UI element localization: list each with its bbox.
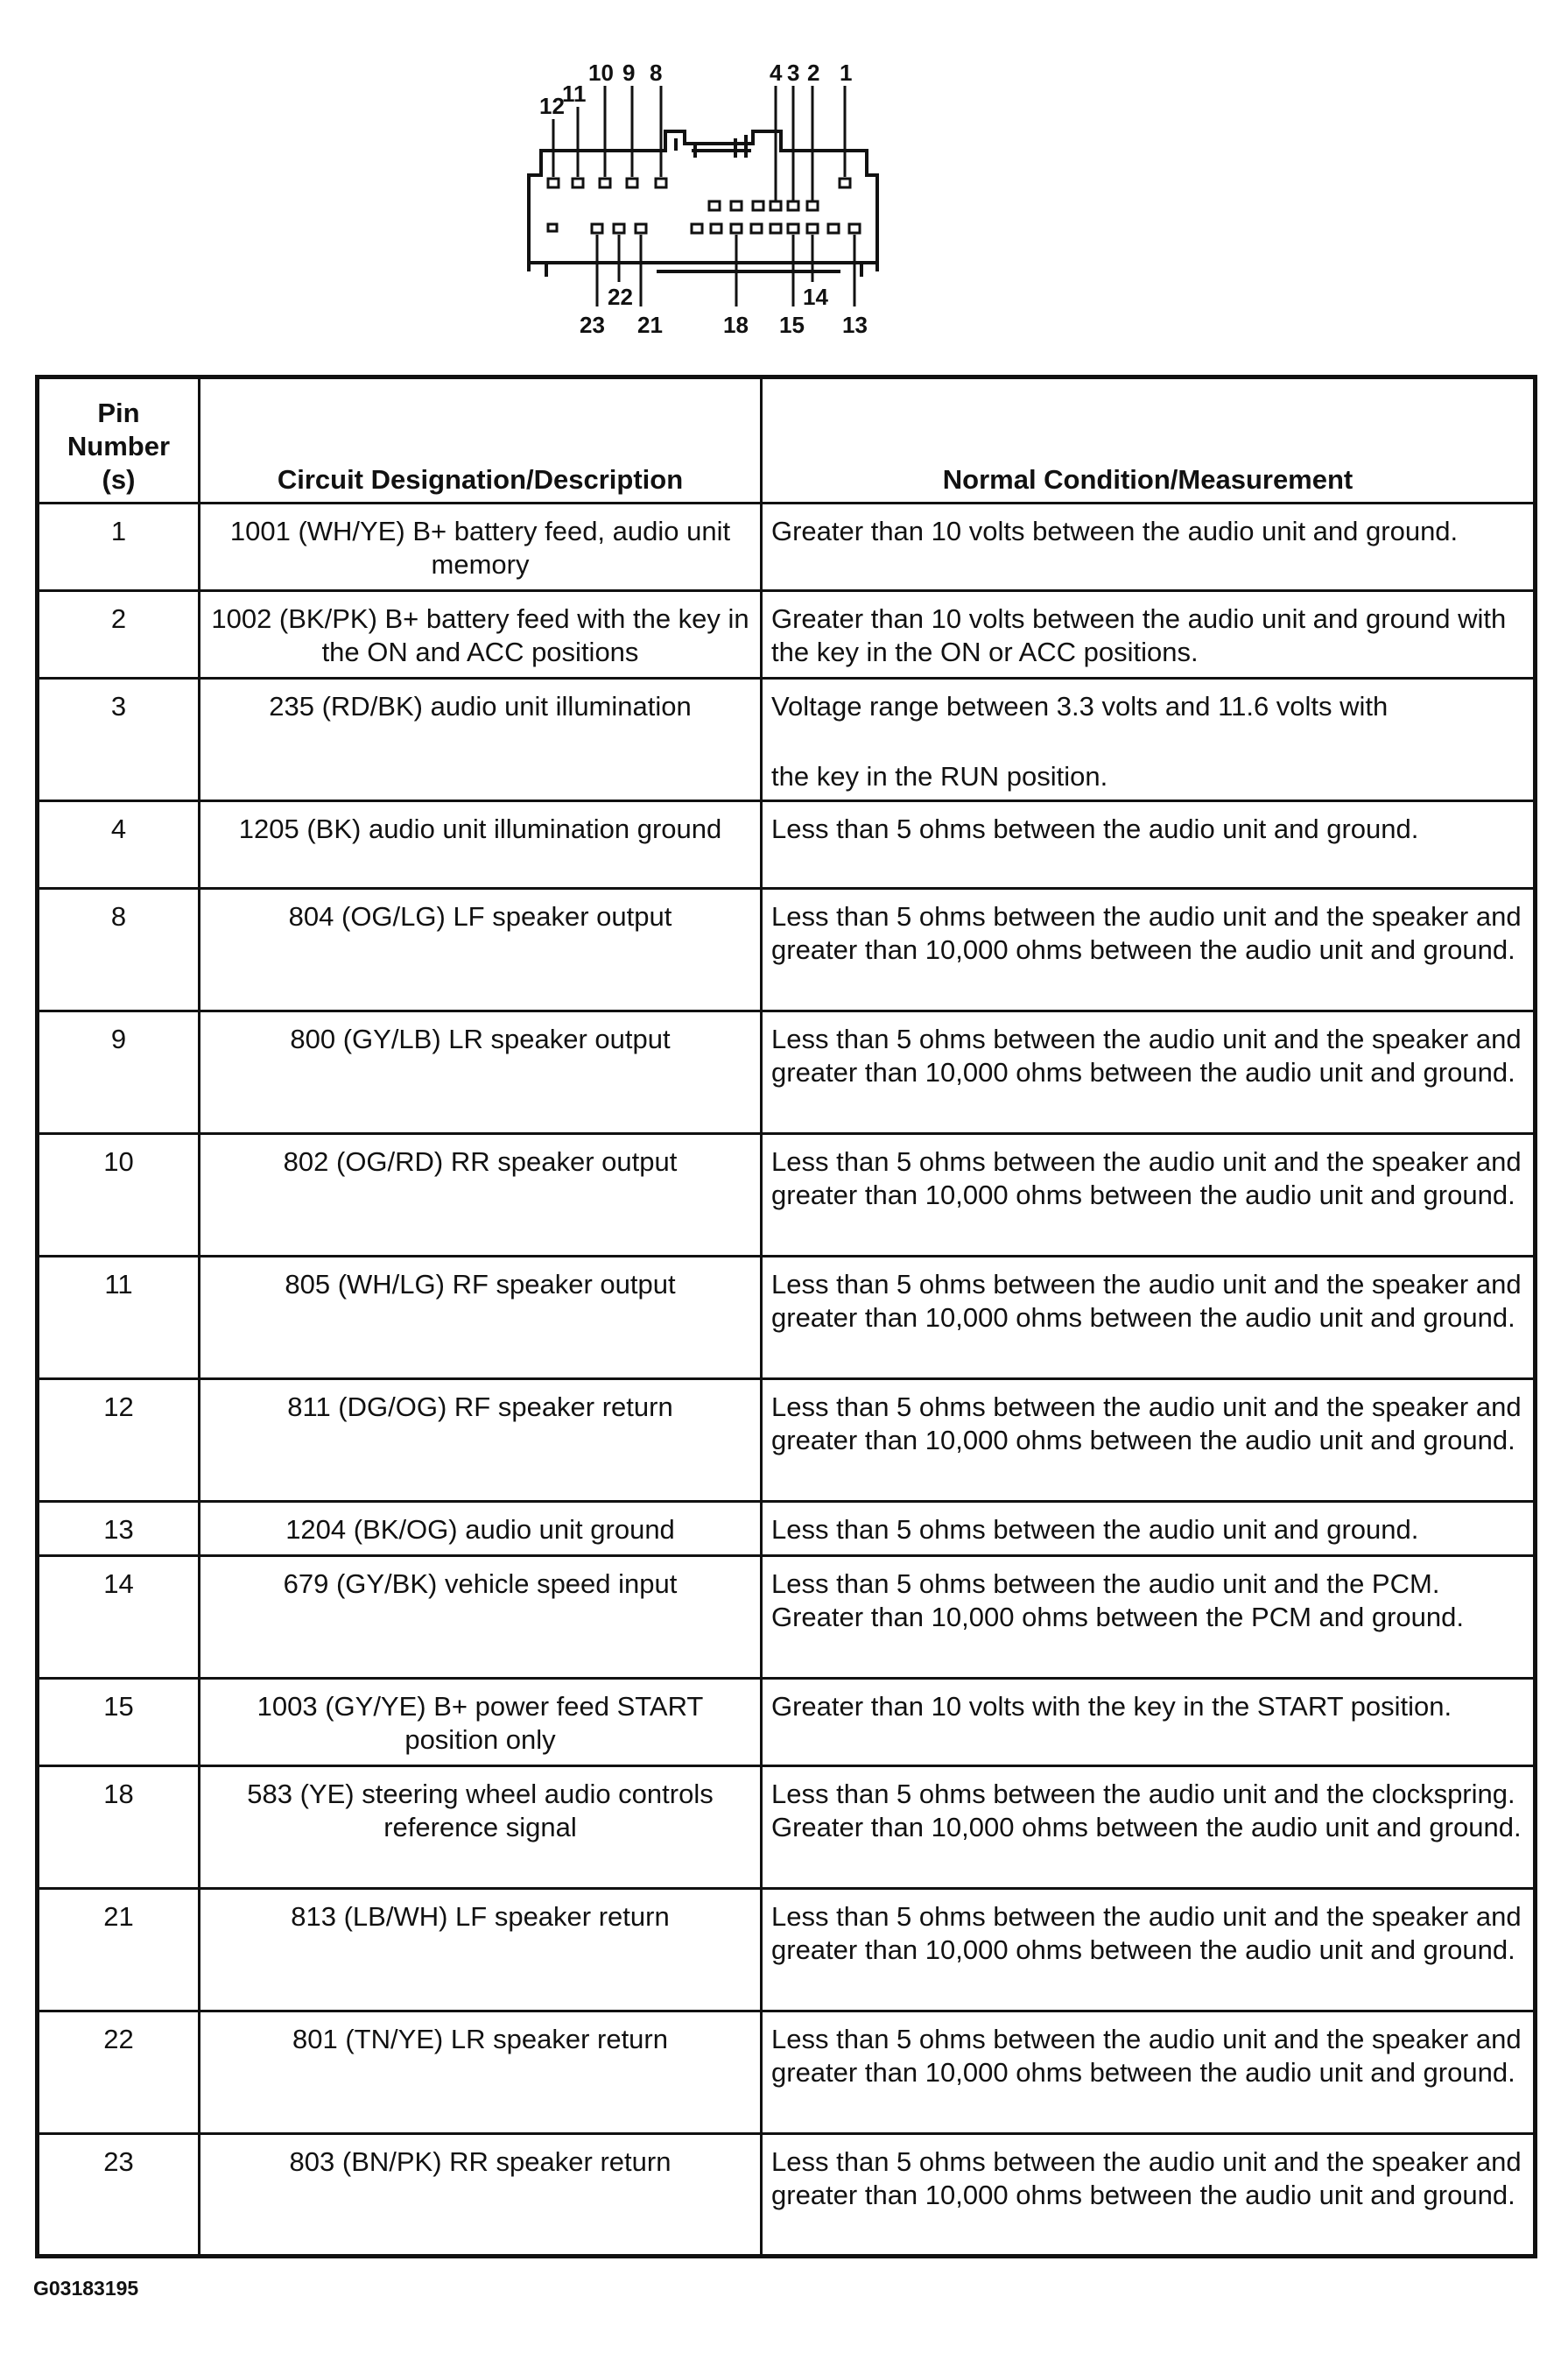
pin-label-18: 18 bbox=[723, 312, 749, 338]
pin-label-22: 22 bbox=[608, 284, 633, 310]
table-row bbox=[38, 1889, 1536, 2011]
pin-label-21: 21 bbox=[637, 312, 663, 338]
circuit-description: 804 (OG/LG) LF speaker output bbox=[200, 889, 762, 1011]
pin-number: 12 bbox=[38, 1379, 200, 1502]
pin-label-2: 2 bbox=[807, 60, 820, 86]
normal-measurement: Greater than 10 volts between the audio unit and ground with the key in the ON or ACC positions. bbox=[762, 591, 1536, 679]
circuit-description: 1003 (GY/YE) B+ power feed START position only bbox=[200, 1679, 762, 1766]
normal-measurement: Less than 5 ohms between the audio unit and the speaker and greater than 10,000 ohms between the audio unit and ground. bbox=[762, 1134, 1536, 1257]
pin-label-9: 9 bbox=[622, 60, 636, 86]
middle-pin-row bbox=[709, 201, 818, 210]
pin-label-11: 11 bbox=[562, 81, 587, 107]
pin-number: 2 bbox=[38, 591, 200, 679]
circuit-description: 813 (LB/WH) LF speaker return bbox=[200, 1889, 762, 2011]
normal-measurement: Less than 5 ohms between the audio unit and the clockspring. Greater than 10,000 ohms between the audio unit and ground. bbox=[762, 1766, 1536, 1889]
pin-number: 4 bbox=[38, 801, 200, 889]
pin-label-10: 10 bbox=[588, 60, 614, 86]
circuit-description: 805 (WH/LG) RF speaker output bbox=[200, 1257, 762, 1379]
circuit-description: 801 (TN/YE) LR speaker return bbox=[200, 2011, 762, 2134]
circuit-description: 811 (DG/OG) RF speaker return bbox=[200, 1379, 762, 1502]
pin-number: 3 bbox=[38, 679, 200, 801]
figure-id: G03183195 bbox=[33, 2277, 139, 2300]
pin-number: 15 bbox=[38, 1679, 200, 1766]
measurement-line-2: the key in the RUN position. bbox=[771, 761, 1108, 792]
normal-measurement: Greater than 10 volts with the key in the START position. bbox=[762, 1679, 1536, 1766]
pin-label-1: 1 bbox=[840, 60, 853, 86]
pin-number: 10 bbox=[38, 1134, 200, 1257]
table-row bbox=[38, 2134, 1536, 2257]
lower-pin-row bbox=[548, 224, 860, 233]
pin-label-13: 13 bbox=[842, 312, 868, 338]
pin-number: 9 bbox=[38, 1011, 200, 1134]
pin-number: 13 bbox=[38, 1502, 200, 1556]
circuit-description: 1204 (BK/OG) audio unit ground bbox=[200, 1502, 762, 1556]
circuit-description: 235 (RD/BK) audio unit illumination bbox=[200, 679, 762, 801]
pin-number: 1 bbox=[38, 504, 200, 591]
pin-number: 21 bbox=[38, 1889, 200, 2011]
table-row bbox=[38, 1379, 1536, 1502]
pin-label-12: 12 bbox=[539, 93, 565, 119]
table-row bbox=[38, 1556, 1536, 1679]
pin-label-8: 8 bbox=[650, 60, 663, 86]
table-row bbox=[38, 1679, 1536, 1766]
circuit-description: 800 (GY/LB) LR speaker output bbox=[200, 1011, 762, 1134]
top-leader-lines bbox=[553, 86, 845, 210]
table-row bbox=[38, 1011, 1536, 1134]
header-row bbox=[38, 377, 1536, 504]
pin-number: 14 bbox=[38, 1556, 200, 1679]
table-row bbox=[38, 1134, 1536, 1257]
table-row bbox=[38, 679, 1536, 801]
table-row bbox=[38, 1257, 1536, 1379]
normal-measurement: Less than 5 ohms between the audio unit and the speaker and greater than 10,000 ohms between the audio unit and ground. bbox=[762, 1257, 1536, 1379]
normal-measurement: Less than 5 ohms between the audio unit and the speaker and greater than 10,000 ohms between the audio unit and ground. bbox=[762, 2011, 1536, 2134]
circuit-description: 1002 (BK/PK) B+ battery feed with the key in the ON and ACC positions bbox=[200, 591, 762, 679]
table-row bbox=[38, 889, 1536, 1011]
normal-measurement: Less than 5 ohms between the audio unit and the speaker and greater than 10,000 ohms between the audio unit and ground. bbox=[762, 1889, 1536, 2011]
pin-label-15: 15 bbox=[779, 312, 805, 338]
normal-measurement: Less than 5 ohms between the audio unit and the speaker and greater than 10,000 ohms between the audio unit and ground. bbox=[762, 889, 1536, 1011]
table-row bbox=[38, 2011, 1536, 2134]
normal-measurement: Less than 5 ohms between the audio unit and ground. bbox=[762, 1502, 1536, 1556]
header-circuit: Circuit Designation/Description bbox=[200, 377, 762, 504]
normal-measurement bbox=[762, 679, 1536, 801]
circuit-description: 802 (OG/RD) RR speaker output bbox=[200, 1134, 762, 1257]
pin-number: 8 bbox=[38, 889, 200, 1011]
pin-label-3: 3 bbox=[787, 60, 800, 86]
pin-number: 11 bbox=[38, 1257, 200, 1379]
circuit-description: 803 (BN/PK) RR speaker return bbox=[200, 2134, 762, 2257]
measurement-line-1: Voltage range between 3.3 volts and 11.6 volts with bbox=[771, 691, 1389, 722]
pin-number: 22 bbox=[38, 2011, 200, 2134]
pin-number: 23 bbox=[38, 2134, 200, 2257]
table-row bbox=[38, 801, 1536, 889]
normal-measurement: Less than 5 ohms between the audio unit and ground. bbox=[762, 801, 1536, 889]
header-pin-number: Pin Number (s) bbox=[38, 377, 200, 504]
circuit-description: 1205 (BK) audio unit illumination ground bbox=[200, 801, 762, 889]
circuit-description: 583 (YE) steering wheel audio controls reference signal bbox=[200, 1766, 762, 1889]
table-row bbox=[38, 591, 1536, 679]
normal-measurement: Greater than 10 volts between the audio unit and ground. bbox=[762, 504, 1536, 591]
normal-measurement: Less than 5 ohms between the audio unit and the speaker and greater than 10,000 ohms between the audio unit and ground. bbox=[762, 1379, 1536, 1502]
pin-label-4: 4 bbox=[770, 60, 783, 86]
connector-body bbox=[529, 131, 877, 277]
upper-pin-row bbox=[548, 179, 850, 187]
header-normal-condition: Normal Condition/Measurement bbox=[762, 377, 1536, 504]
circuit-description: 1001 (WH/YE) B+ battery feed, audio unit memory bbox=[200, 504, 762, 591]
normal-measurement: Less than 5 ohms between the audio unit and the PCM. Greater than 10,000 ohms between the PCM and ground. bbox=[762, 1556, 1536, 1679]
table-row bbox=[38, 504, 1536, 591]
table-row bbox=[38, 1502, 1536, 1556]
pin-label-23: 23 bbox=[580, 312, 605, 338]
pin-label-14: 14 bbox=[803, 284, 828, 310]
circuit-description: 679 (GY/BK) vehicle speed input bbox=[200, 1556, 762, 1679]
normal-measurement: Less than 5 ohms between the audio unit and the speaker and greater than 10,000 ohms between the audio unit and ground. bbox=[762, 1011, 1536, 1134]
connector-diagram bbox=[517, 53, 919, 350]
normal-measurement: Less than 5 ohms between the audio unit and the speaker and greater than 10,000 ohms between the audio unit and ground. bbox=[762, 2134, 1536, 2257]
pin-table bbox=[35, 375, 1537, 2258]
table-row bbox=[38, 1766, 1536, 1889]
pin-number: 18 bbox=[38, 1766, 200, 1889]
